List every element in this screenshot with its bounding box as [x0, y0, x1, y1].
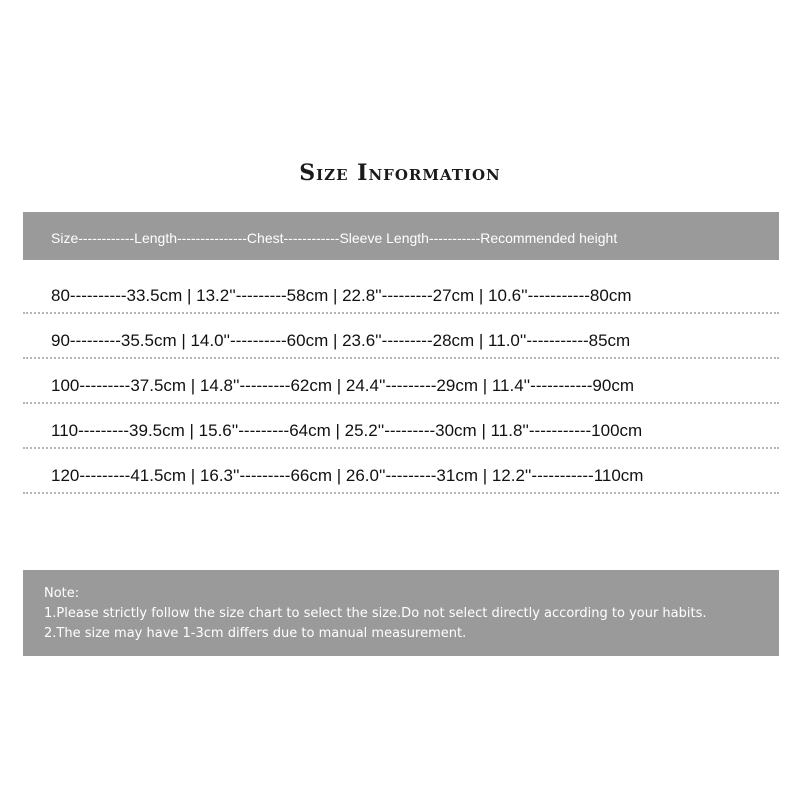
page-title: Size Information: [299, 160, 501, 186]
table-row-text: 100---------37.5cm | 14.8''---------62cm | 24.4''---------29cm | 11.4''-----------90cm: [51, 376, 635, 395]
table-row: [23, 270, 779, 314]
note-heading: Note:: [44, 586, 80, 601]
table-row-text: 90---------35.5cm | 14.0''----------60cm | 23.6''---------28cm | 11.0''-----------85cm: [51, 331, 631, 350]
note-line-1: 1.Please strictly follow the size chart to select the size.Do not select directly according to your habits.: [44, 606, 707, 621]
table-row-text: 120---------41.5cm | 16.3''---------66cm | 26.0''---------31cm | 12.2''-----------110cm: [51, 466, 644, 485]
table-row: [23, 360, 779, 404]
size-table-header: Size------------Length---------------Chest------------Sleeve Length-----------Recommended height: [23, 212, 779, 260]
table-row-text: 80----------33.5cm | 13.2''---------58cm | 22.8''---------27cm | 10.6''-----------80cm: [51, 286, 632, 305]
note-box: [23, 570, 779, 656]
size-table: [23, 270, 779, 495]
note-line-2: 2.The size may have 1-3cm differs due to manual measurement.: [44, 626, 467, 641]
table-row: [23, 405, 779, 449]
table-row-text: 110---------39.5cm | 15.6''---------64cm | 25.2''---------30cm | 11.8''-----------100cm: [51, 421, 643, 440]
table-row: [23, 315, 779, 359]
table-row: [23, 450, 779, 494]
